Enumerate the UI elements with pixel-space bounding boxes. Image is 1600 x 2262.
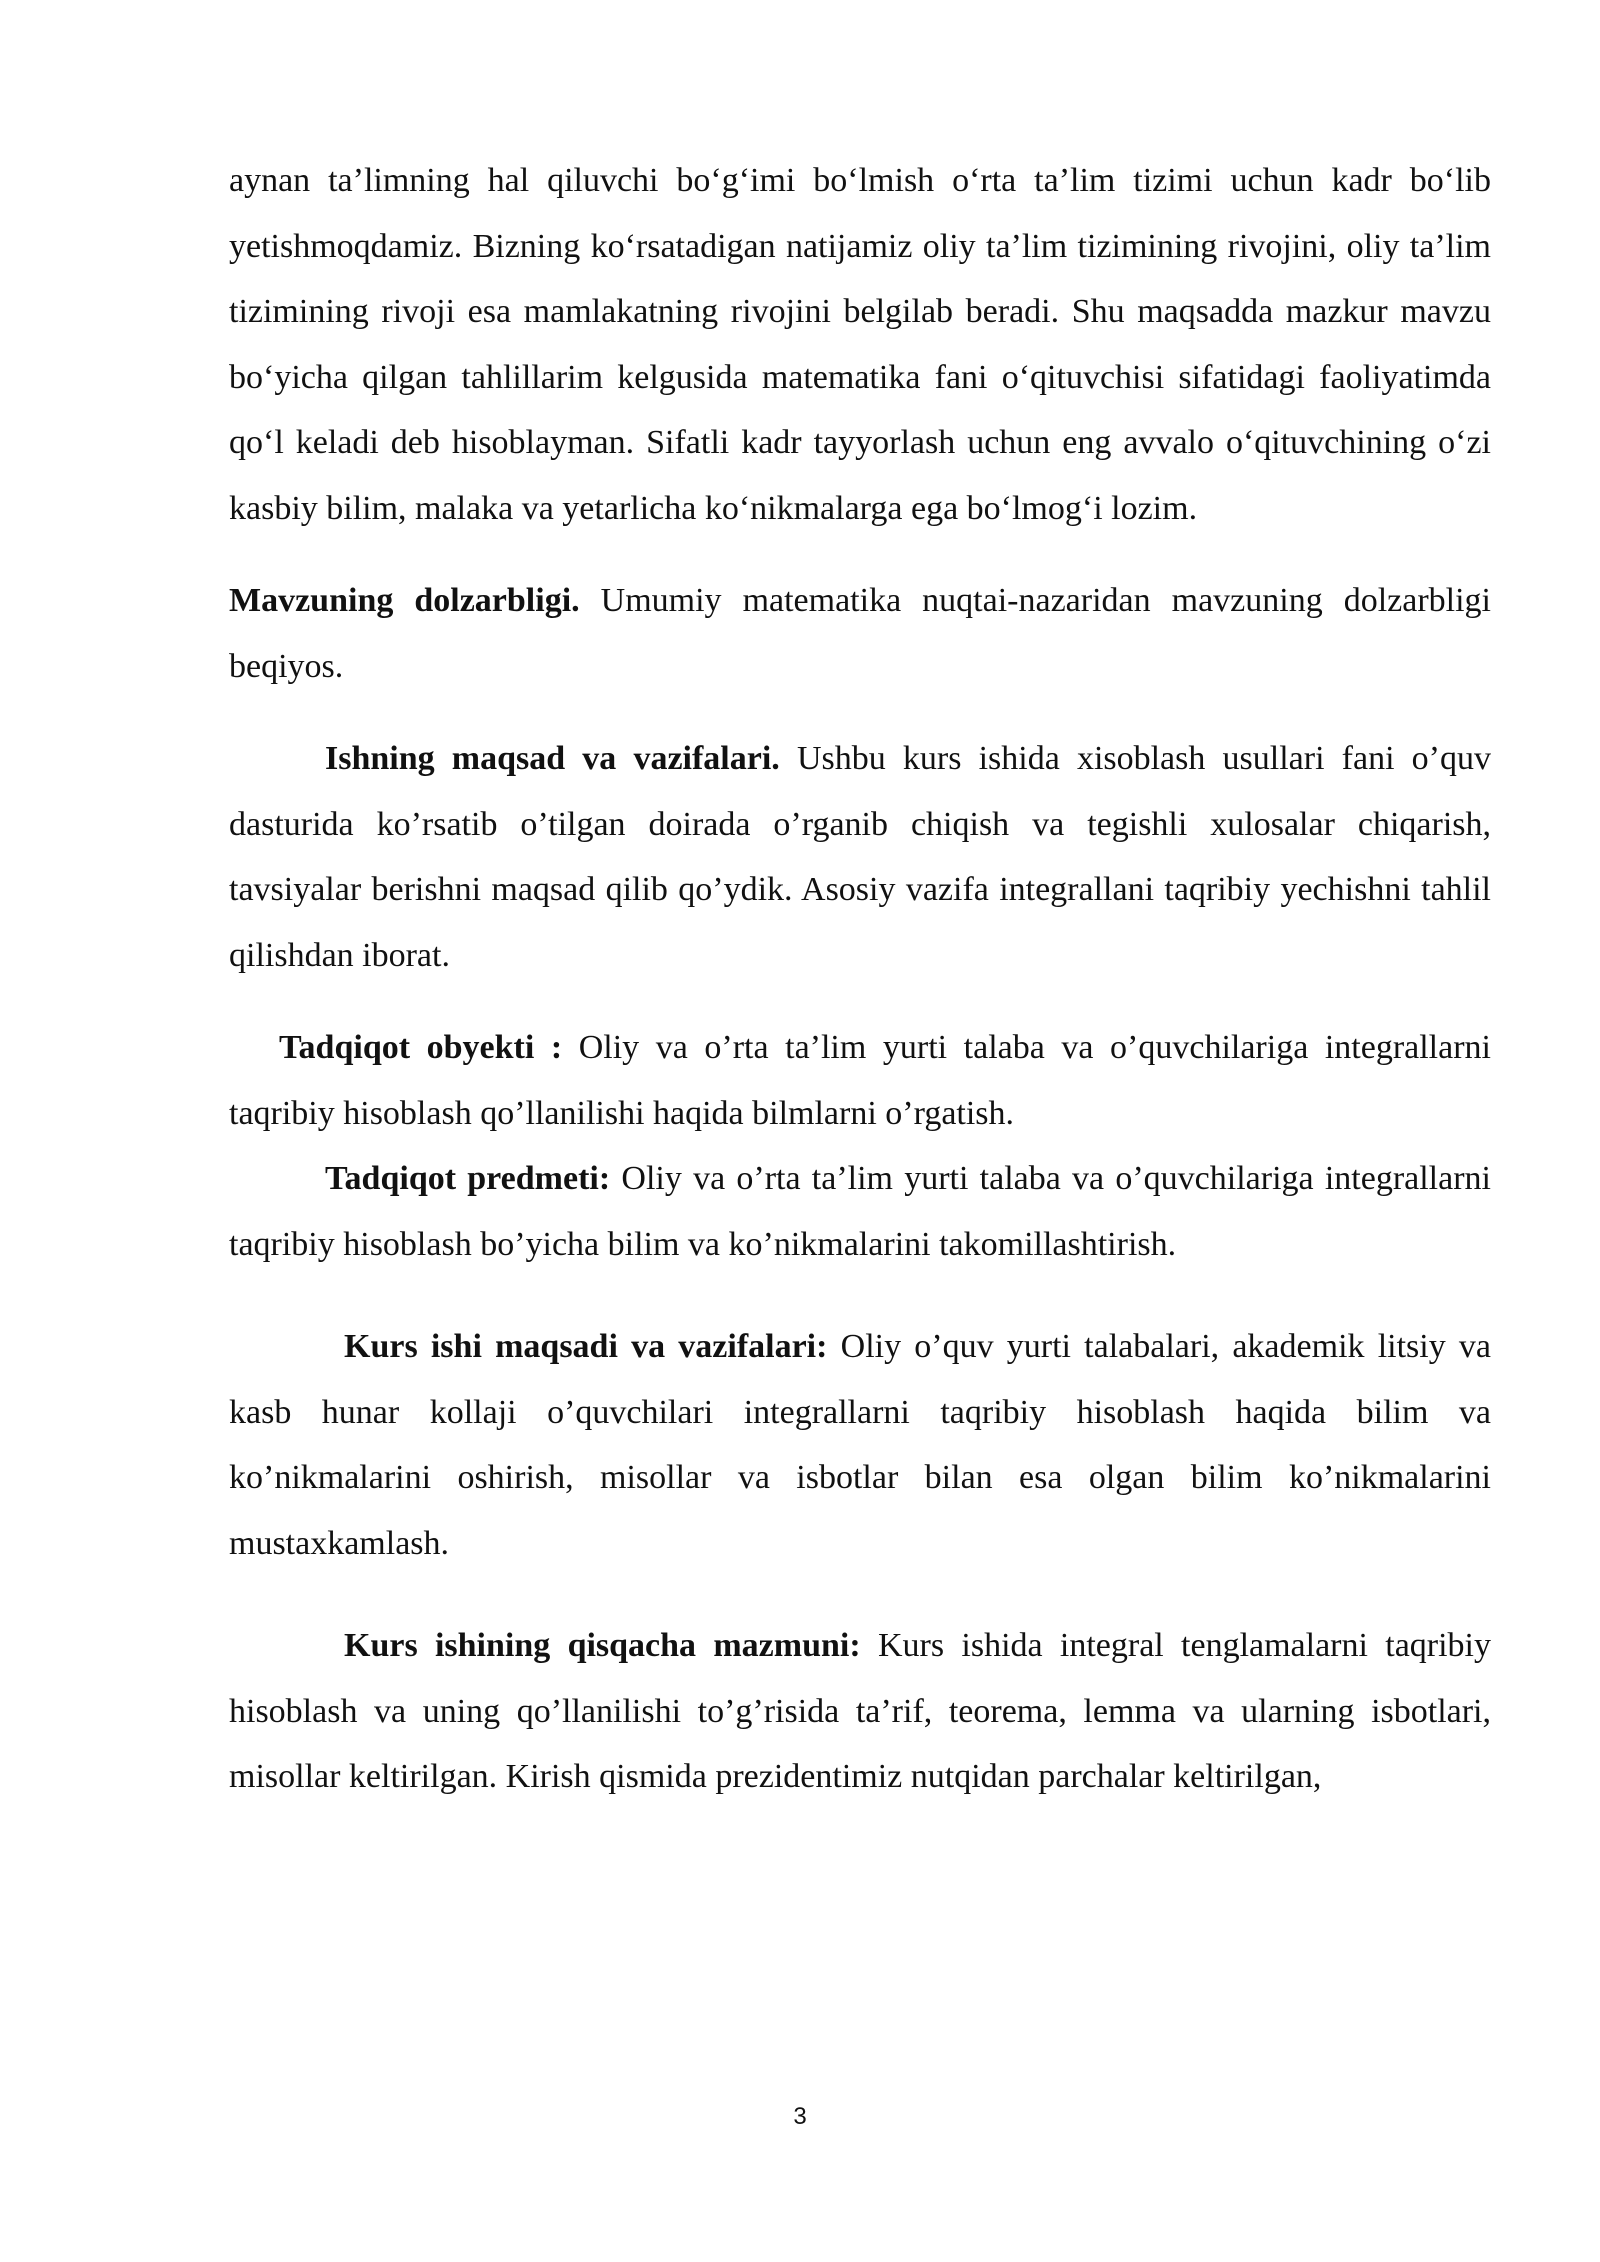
coursework-summary-text: Kurs ishida integral tenglamalarni taqribiy hisoblash va uning qo’llanilishi to’g’risida ta’rif, teorema, lemma va ularning isbotlari, misollar keltirilgan. Kirish qismida prezidentimiz nutqidan parchalar keltirilgan, <box>229 1627 1491 1795</box>
goals-text: Ushbu kurs ishida xisoblash usullari fani o’quv dasturida ko’rsatib o’tilgan doirada o’rganib chiqish va tegishli xulosalar chiqarish, tavsiyalar berishni maqsad qilib qo’ydik. Asosiy vazifa integrallani taqribiy yechishni tahlil qilishdan iborat. <box>229 740 1491 974</box>
research-subject-text: Oliy va o’rta ta’lim yurti talaba va o’quvchilariga integrallarni taqribiy hisoblash bo’yicha bilim va ko’nikmalarini takomillashtirish. <box>229 1160 1491 1263</box>
coursework-summary-paragraph <box>229 1613 1491 1810</box>
coursework-goals-heading: Kurs ishi maqsadi va vazifalari: <box>344 1328 828 1365</box>
research-subject-heading: Tadqiqot predmeti: <box>325 1160 611 1197</box>
intro-paragraph <box>229 148 1491 541</box>
research-object-paragraph <box>229 1015 1491 1146</box>
research-object-text: Oliy va o’rta ta’lim yurti talaba va o’quvchilariga integrallarni taqribiy hisoblash qo’llanilishi haqida bilmlarni o’rgatish. <box>229 1029 1491 1132</box>
research-object-heading: Tadqiqot obyekti : <box>279 1029 563 1066</box>
page-number: 3 <box>793 2103 807 2130</box>
relevance-paragraph <box>229 568 1491 699</box>
coursework-summary-heading: Kurs ishining qisqacha mazmuni: <box>344 1627 861 1664</box>
coursework-goals-text: Oliy o’quv yurti talabalari, akademik litsiy va kasb hunar kollaji o’quvchilari integrallarni taqribiy hisoblash haqida bilim va ko’nikmalarini oshirish, misollar va isbotlar bilan esa olgan bilim ko’nikmalarini mustaxkamlash. <box>229 1328 1491 1562</box>
relevance-heading: Mavzuning dolzarbligi. <box>229 582 580 619</box>
intro-paragraph-text: aynan ta’limning hal qiluvchi bo‘g‘imi bo‘lmish o‘rta ta’lim tizimi uchun kadr bo‘lib yetishmoqdamiz. Bizning ko‘rsatadigan natijamiz oliy ta’lim tizimining rivojini, oliy ta’lim tizimining rivoji esa mamlakatning rivojini belgilab beradi. Shu maqsadda mazkur mavzu bo‘yicha qilgan tahlillarim kelgusida matematika fani o‘qituvchisi sifatidagi faoliyatimda qo‘l keladi deb hisoblayman. Sifatli kadr tayyorlash uchun eng avvalo o‘qituvchining o‘zi kasbiy bilim, malaka va yetarlicha ko‘nikmalarga ega bo‘lmog‘i lozim. <box>229 162 1491 527</box>
relevance-text: Umumiy matematika nuqtai-nazaridan mavzuning dolzarbligi beqiyos. <box>229 582 1491 685</box>
goals-paragraph <box>229 726 1491 988</box>
research-subject-paragraph <box>229 1146 1491 1277</box>
coursework-goals-paragraph <box>229 1314 1491 1576</box>
page-body <box>229 148 1491 1810</box>
goals-heading: Ishning maqsad va vazifalari. <box>325 740 780 777</box>
